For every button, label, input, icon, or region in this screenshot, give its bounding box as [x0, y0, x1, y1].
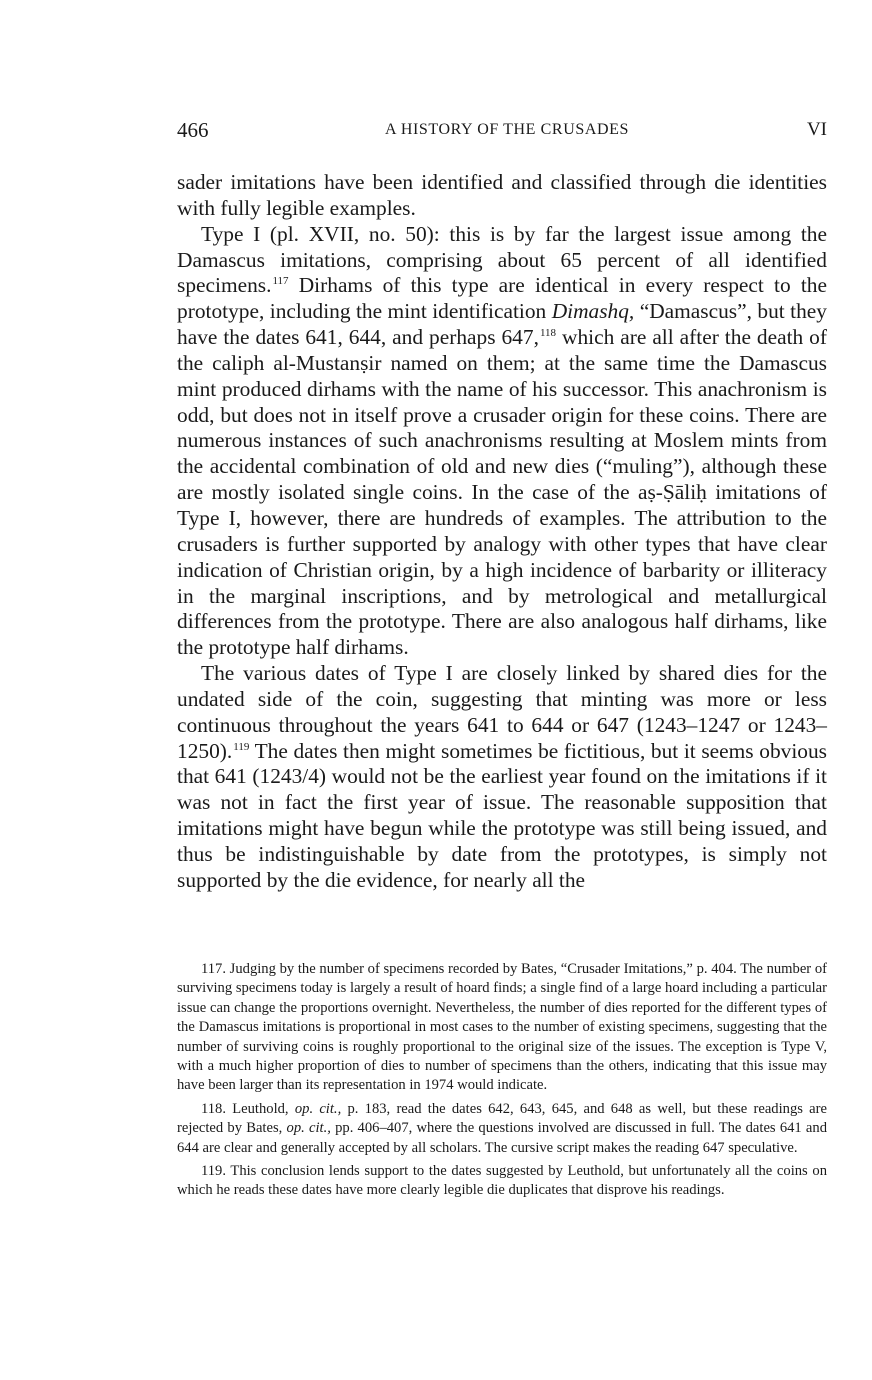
footnote-118: [177, 1100, 827, 1158]
footnote-text: pp. 406–407, where the questions involved are discussed in full. The dates 641 and 644 are clear and generally accepted by all scholars. The cursive script makes the reading 647 speculative.: [177, 1120, 828, 1156]
italic-term: Dimashq,: [551, 299, 635, 324]
footnotes: [177, 960, 827, 1205]
body-text: [177, 170, 827, 894]
footnote-117: 117. Judging by the number of specimens recorded by Bates, “Crusader Imitations,” p. 404. The number of surviving specimens today is largely a result of hoard finds; a single find of a large hoard including a particular issue can change the proportions overnight. Nevertheless, the number of dies reported for the different types of the Damascus imitations is proportional in most cases to the number of existing specimens, suggesting that the number of surviving coins is roughly proportional to the original size of the issues. The exception is Type V, with a much higher proportion of dies to number of specimens than the others, indicating that this issue may have been larger than its representation in 1974 would indicate.: [177, 961, 827, 1094]
paragraph-type-i: [177, 222, 827, 661]
paragraph-text: which are all after the death of the caliph al-Mustanṣir named on them; at the same time the Damascus mint produced dirhams with the name of his successor. This anachronism is odd, but does not in itself prove a crusader origin for these coins. There are numerous instances of such anachronisms resulting at Moslem mints from the accidental combination of old and new dies (“muling”), although these are mostly isolated single coins. In the case of the aṣ-Ṣāliḥ imitations of Type I, however, there are hundreds of examples. The attribution to the crusaders is further supported by analogy with other types that have clear indication of Christian origin, by a high incidence of barbarity or illiteracy in the marginal inscriptions, and by metrological and metallurgical differences from the prototype. There are also analogous half dirhams, like the prototype half dirhams.: [177, 325, 828, 660]
italic-term: op. cit.,: [286, 1120, 331, 1137]
footnote-ref-119: 119: [233, 740, 250, 753]
footnote-text: 118. Leuthold,: [201, 1100, 295, 1117]
paragraph-dates: [177, 661, 827, 894]
paragraph-text: The various dates of Type I are closely linked by shared dies for the undated side of the coin, suggesting that minting was more or less continuous throughout the years 641 to 644 or 647 (1243–1247 or 1243–1250).: [177, 661, 827, 763]
footnote-ref-117: 117: [272, 275, 289, 288]
paragraph-text: “Damascus”, but they have the dates 641, 644, and perhaps 647,: [177, 299, 828, 350]
paragraph-text: The dates then might sometimes be fictitious, but it seems obvious that 641 (1243/4) would not be the earliest year found on the imitations if it was not in fact the first year of issue. The reasonable supposition that imitations might have begun while the prototype was still being issued, and thus be indistinguishable by date from the prototypes, is simply not supported by the die evidence, for nearly all the: [177, 738, 827, 892]
running-head: [177, 118, 827, 152]
paragraph-continued: sader imitations have been identified and classified through die identities with fully legible examples.: [177, 170, 827, 220]
italic-term: op. cit.,: [294, 1100, 342, 1117]
book-title: A HISTORY OF THE CRUSADES: [384, 121, 630, 138]
paragraph-text: Type I (pl. XVII, no. 50): this is by far the largest issue among the Damascus imitations, comprising about 65 percent of all identified specimens.: [177, 221, 827, 298]
footnote-ref-118: 118: [539, 327, 557, 340]
page-number: 466: [177, 118, 209, 142]
footnote-119: 119. This conclusion lends support to the dates suggested by Leuthold, but unfortunately all the coins on which he reads these dates have more clearly legible die duplicates that disprove his readings.: [177, 1163, 827, 1199]
page: [177, 118, 827, 894]
paragraph-text: Dirhams of this type are identical in every respect to the prototype, including the mint identification: [177, 273, 827, 324]
part-number: VI: [806, 119, 827, 140]
footnote-text: p. 183, read the dates 642, 643, 645, and 648 as well, but these readings are rejected by Bates,: [177, 1100, 827, 1137]
